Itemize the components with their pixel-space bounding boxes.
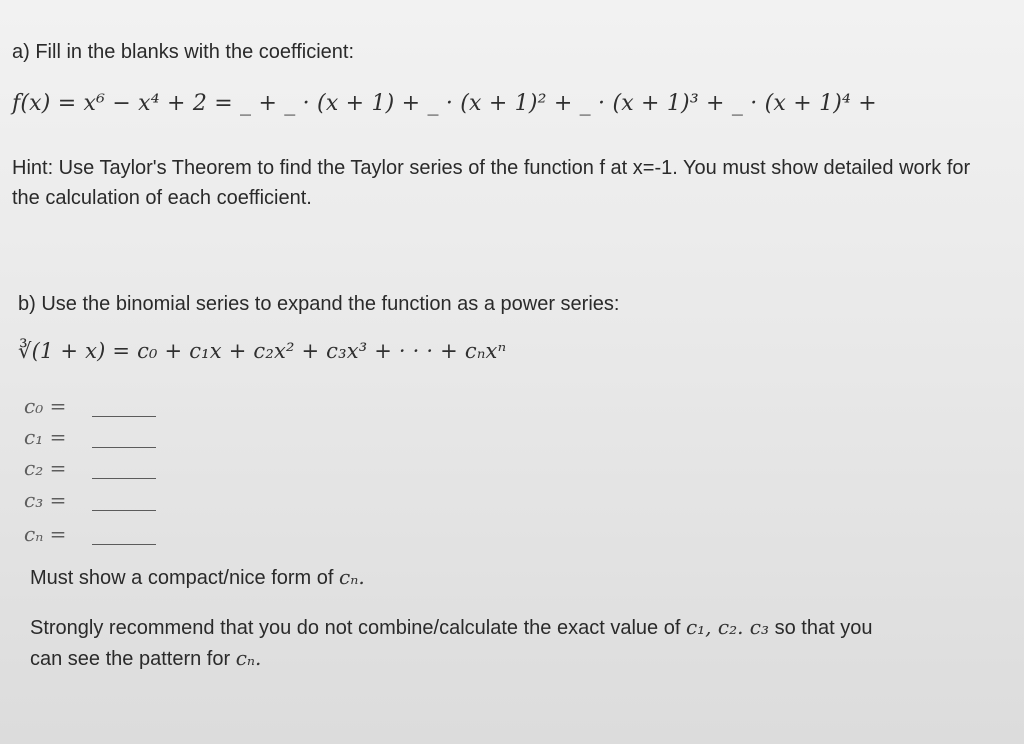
pattern-note-text-3: can see the pattern for (30, 648, 231, 670)
c2-label: c₂ = (24, 456, 67, 480)
part-b-heading: b) Use the binomial series to expand the function as a power series: (18, 293, 620, 315)
cn-label: cₙ = (24, 522, 67, 546)
cn-form-note (30, 562, 365, 593)
c0-answer-row (24, 394, 164, 422)
c1-label: c₁ = (24, 425, 67, 449)
cn-form-note-math: cₙ. (339, 565, 365, 589)
c3-answer-line (92, 510, 156, 511)
c0-answer-line (92, 416, 156, 417)
part-a-heading: a) Fill in the blanks with the coefficient: (12, 41, 355, 63)
c1-answer-row (24, 425, 164, 453)
c2-answer-line (92, 478, 156, 479)
pattern-note-line-1 (30, 612, 970, 643)
pattern-note-math-1: c₁, c₂. c₃ (685, 615, 770, 639)
part-a-equation: f(x) = x⁶ − x⁴ + 2 = _ + _ · (x + 1) + _ · (x + 1)² + _ · (x + 1)³ + _ · (x + 1)⁴ + (12, 91, 877, 116)
part-a-hint: Hint: Use Taylor's Theorem to find the Taylor series of the function f at x=-1. You must show detailed work for the calculation of each coefficient. (12, 157, 971, 209)
pattern-note-math-2: cₙ. (235, 646, 262, 670)
c3-answer-row (24, 488, 164, 516)
c2-answer-row (24, 456, 164, 484)
c1-answer-line (92, 447, 156, 448)
part-b-equation: ∛(1 + x) = c₀ + c₁x + c₂x² + c₃x³ + · · · + cₙxⁿ (18, 339, 507, 363)
c3-label: c₃ = (24, 488, 67, 512)
pattern-note-text-1: Strongly recommend that you do not combine/calculate the exact value of (30, 617, 681, 639)
cn-form-note-text: Must show a compact/nice form of (30, 567, 334, 589)
pattern-note-text-2: so that you (774, 617, 873, 639)
cn-answer-row (24, 522, 164, 550)
c0-label: c₀ = (24, 394, 67, 418)
pattern-note-line-2 (30, 643, 970, 674)
pattern-note (30, 612, 970, 674)
cn-answer-line (92, 544, 156, 545)
